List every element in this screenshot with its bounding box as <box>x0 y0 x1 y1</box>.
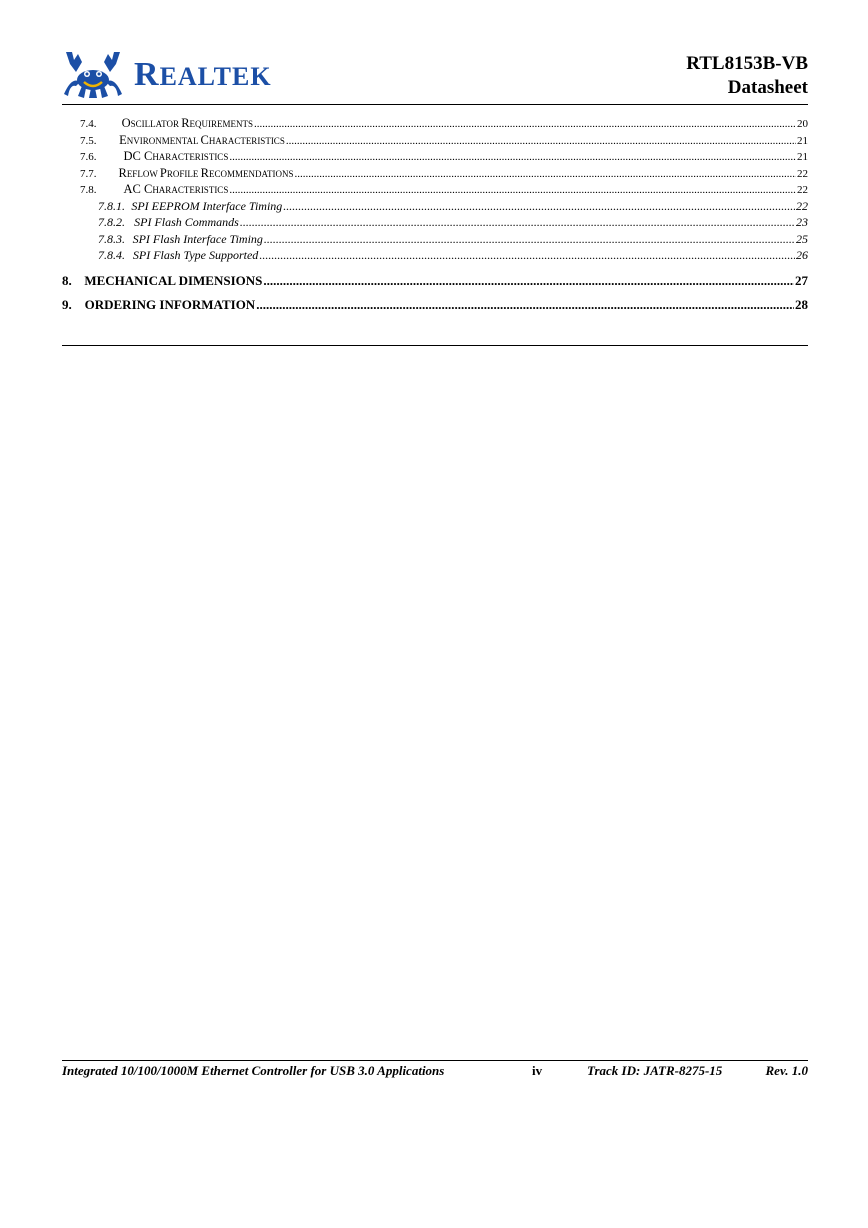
table-of-contents <box>62 116 808 321</box>
toc-entry-title: MECHANICAL DIMENSIONS <box>84 272 263 288</box>
toc-page-number: 26 <box>796 248 808 262</box>
realtek-crab-logo-icon <box>62 50 124 100</box>
toc-page-number: 22 <box>796 198 808 213</box>
toc-entry-title: SPI EEPROM Interface Timing <box>131 198 283 213</box>
realtek-wordmark: REALTEK <box>134 56 272 93</box>
toc-page-number: 20 <box>797 118 808 130</box>
toc-entry-title: AC CHARACTERISTICS <box>123 182 229 196</box>
document-type: Datasheet <box>727 77 808 98</box>
toc-entry-8[interactable]: 8. MECHANICAL DIMENSIONS ..... 27 <box>62 273 808 297</box>
footer-track-id: Track ID: JATR-8275-15 <box>587 1063 723 1078</box>
toc-entry-7-7[interactable]: 7.7. REFLOW PROFILE RECOMMENDATIONS ..... 22 <box>62 166 808 183</box>
toc-entry-title: SPI Flash Interface Timing <box>132 231 263 246</box>
toc-leader-dots <box>294 168 796 180</box>
toc-entry-title: DC CHARACTERISTICS <box>123 149 229 163</box>
toc-leader-dots <box>229 151 796 163</box>
toc-page-number: 25 <box>796 231 808 246</box>
document-title <box>686 52 808 100</box>
toc-leader-dots <box>256 297 794 313</box>
toc-leader-dots <box>286 135 796 147</box>
toc-entry-title: OSCILLATOR REQUIREMENTS <box>121 116 254 130</box>
toc-page-number: 22 <box>797 184 808 196</box>
toc-page-number: 21 <box>797 134 808 147</box>
toc-entry-title: ORDERING INFORMATION <box>84 296 256 312</box>
toc-entry-title: SPI Flash Commands <box>134 215 239 229</box>
toc-entry-7-8[interactable]: 7.8. AC CHARACTERISTICS ..... 22 <box>62 182 808 199</box>
toc-entry-7-4[interactable]: 7.4. OSCILLATOR REQUIREMENTS ..... 20 <box>62 116 808 133</box>
toc-leader-dots <box>263 273 794 289</box>
toc-entry-7-6[interactable]: 7.6. DC CHARACTERISTICS ..... 21 <box>62 149 808 166</box>
toc-page-number: 23 <box>796 215 808 229</box>
footer-revision: Rev. 1.0 <box>765 1063 808 1078</box>
toc-entry-7-8-3[interactable]: 7.8.3. SPI Flash Interface Timing ..... 25 <box>62 232 808 249</box>
page-footer <box>62 1060 808 1081</box>
toc-leader-dots <box>283 199 795 214</box>
footer-page-number: iv <box>532 1063 543 1078</box>
toc-entry-7-5[interactable]: 7.5. ENVIRONMENTAL CHARACTERISTICS ..... 21 <box>62 133 808 150</box>
toc-leader-dots <box>240 215 795 230</box>
page-header <box>62 46 808 105</box>
toc-page-number: 21 <box>797 151 808 163</box>
toc-entry-title: REFLOW PROFILE RECOMMENDATIONS <box>118 165 294 180</box>
toc-entry-9[interactable]: 9. ORDERING INFORMATION ..... 28 <box>62 297 808 321</box>
toc-entry-title: SPI Flash Type Supported <box>132 248 259 262</box>
toc-end-divider <box>62 345 808 346</box>
toc-leader-dots <box>264 232 795 247</box>
toc-leader-dots <box>259 248 795 263</box>
toc-page-number: 27 <box>795 272 808 288</box>
toc-page-number: 28 <box>795 296 808 312</box>
toc-entry-title: ENVIRONMENTAL CHARACTERISTICS <box>119 132 285 147</box>
toc-entry-7-8-1[interactable]: 7.8.1. SPI EEPROM Interface Timing ..... 22 <box>62 199 808 216</box>
toc-entry-7-8-4[interactable]: 7.8.4. SPI Flash Type Supported ..... 26 <box>62 248 808 265</box>
toc-leader-dots <box>229 184 796 196</box>
toc-entry-7-8-2[interactable]: 7.8.2. SPI Flash Commands ..... 23 <box>62 215 808 232</box>
toc-leader-dots <box>254 118 796 130</box>
toc-page-number: 22 <box>797 167 808 180</box>
footer-product-description: Integrated 10/100/1000M Ethernet Controller for USB 3.0 Applications <box>62 1063 445 1078</box>
product-name: RTL8153B-VB <box>686 53 808 74</box>
